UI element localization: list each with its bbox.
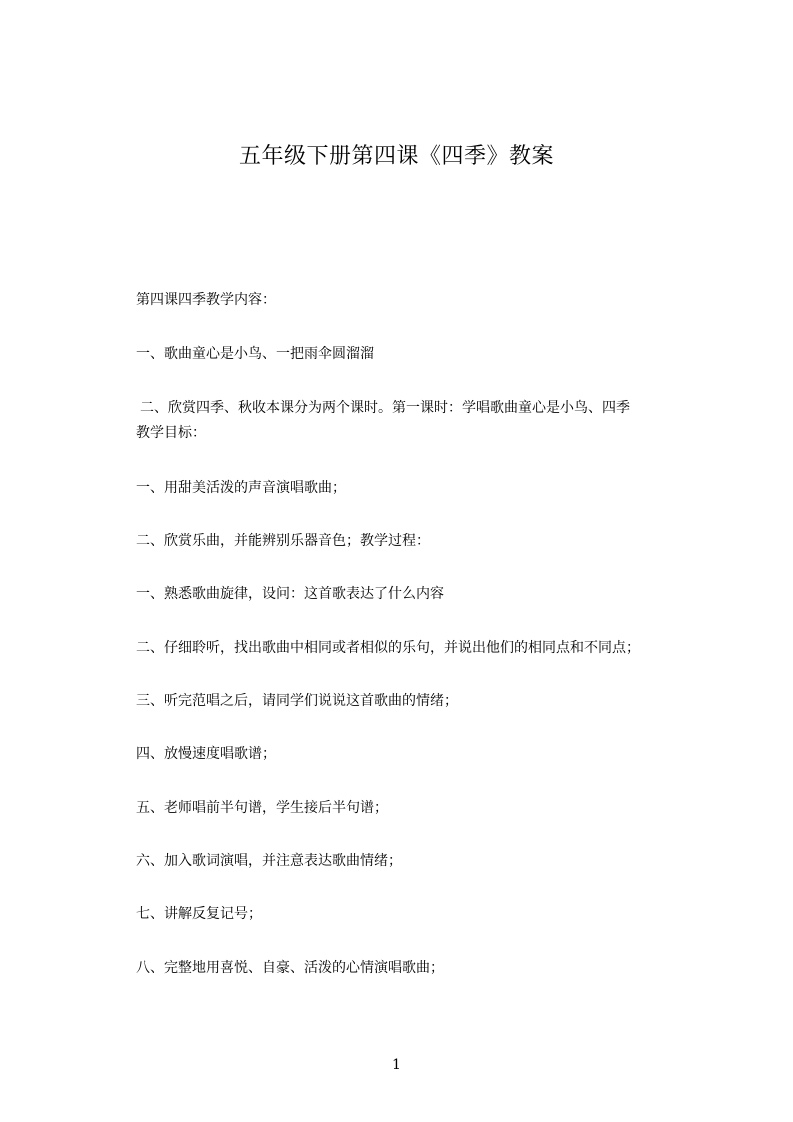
paragraph-item: 二、欣赏四季、秋收本课分为两个课时。第一课时：学唱歌曲童心是小鸟、四季 (140, 400, 630, 416)
paragraph-item: 教学目标： (136, 425, 206, 441)
paragraph-item: 二、仔细聆听，找出歌曲中相同或者相似的乐句，并说出他们的相同点和不同点； (136, 640, 640, 656)
paragraph-item: 五、老师唱前半句谱，学生接后半句谱； (136, 800, 388, 816)
paragraph-item: 四、放慢速度唱歌谱； (136, 746, 276, 762)
paragraph-content-heading: 第四课四季教学内容： (136, 292, 276, 308)
paragraph-item: 一、熟悉歌曲旋律，设问：这首歌表达了什么内容 (136, 586, 444, 602)
paragraph-item: 二、欣赏乐曲，并能辨别乐器音色；教学过程： (136, 533, 430, 549)
paragraph-item: 六、加入歌词演唱，并注意表达歌曲情绪； (136, 853, 402, 869)
paragraph-item: 八、完整地用喜悦、自豪、活泼的心情演唱歌曲； (136, 960, 444, 976)
paragraph-item: 七、讲解反复记号； (136, 906, 262, 922)
page-number: 1 (392, 1057, 401, 1073)
paragraph-item: 三、听完范唱之后，请同学们说说这首歌曲的情绪； (136, 693, 458, 709)
paragraph-item: 一、用甜美活泼的声音演唱歌曲； (136, 480, 346, 496)
page-title: 五年级下册第四课《四季》教案 (238, 144, 554, 169)
paragraph-item: 一、歌曲童心是小鸟、一把雨伞圆溜溜 (136, 346, 374, 362)
